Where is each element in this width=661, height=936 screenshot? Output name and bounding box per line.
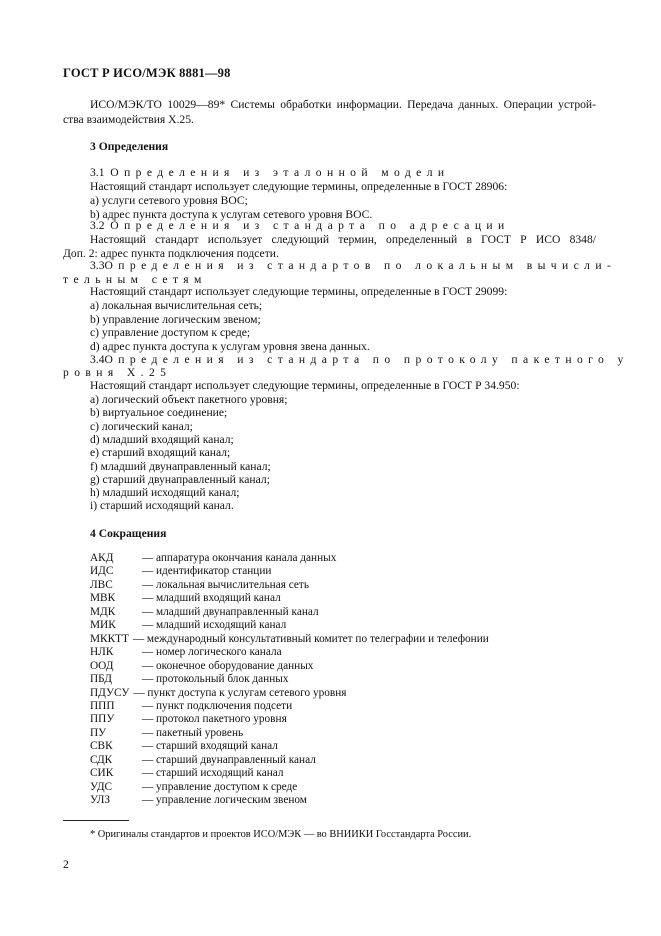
abbreviation-definition: управление доступом к среде [156, 780, 298, 793]
abbreviation-definition: старший двунаправленный канал [156, 753, 316, 766]
table-row [90, 646, 282, 659]
abbreviation-definition: номер логического канала [156, 646, 282, 659]
section-3-4-heading [90, 353, 629, 367]
section-3-2-title: Определения из стандарта по адресации [110, 219, 510, 232]
table-row [90, 660, 313, 673]
abbreviation-dash: — [142, 753, 154, 766]
list-item: b) управление логическим звеном; [90, 313, 261, 326]
abbreviation-dash: — [133, 686, 145, 699]
list-item: d) адрес пункта доступа к услугам уровня звена данных. [90, 340, 370, 353]
document-header: ГОСТ Р ИСО/МЭК 8881—98 [63, 66, 231, 80]
abbreviation-definition: младший двунаправленный канал [156, 605, 319, 618]
abbreviation-dash: — [142, 565, 154, 578]
section-3-2-heading [90, 219, 510, 233]
abbreviation-dash: — [142, 592, 154, 605]
section-3-2-number: 3.2 [90, 219, 105, 232]
abbreviation-definition: протокольный блок данных [156, 673, 289, 686]
section-3-1-text: Настоящий стандарт использует следующие термины, определенные в ГОСТ 28906: [90, 180, 508, 193]
abbreviation-dash: — [142, 726, 154, 739]
abbreviation-term: МИК [90, 619, 116, 632]
footnote: * Оригиналы стандартов и проектов ИСО/МЭК — во ВНИИКИ Госстандарта России. [90, 829, 472, 840]
abbreviation-definition: старший входящий канал [156, 740, 278, 753]
abbreviation-term: УДС [90, 780, 113, 793]
list-item: i) старший исходящий канал. [90, 499, 234, 512]
abbreviation-term: ППП [90, 699, 115, 712]
table-row [90, 713, 287, 726]
section-3-title: 3 Определения [90, 140, 169, 153]
intro-line-1: ИСО/МЭК/ТО 10029—89* Системы обработки информации. Передача данных. Операции устрой- [90, 98, 596, 111]
abbreviation-dash: — [132, 632, 145, 645]
list-item: a) логический объект пакетного уровня; [90, 393, 288, 406]
list-item: e) старший входящий канал; [90, 446, 231, 459]
abbreviation-definition: старший исходящий канал [156, 767, 284, 780]
abbreviation-definition: управление логическим звеном [156, 794, 307, 807]
list-item: b) адрес пункта доступа к услугам сетевого уровня ВОС. [90, 208, 373, 221]
list-item: a) услуги сетевого уровня ВОС; [90, 194, 248, 207]
abbreviation-dash: — [142, 780, 154, 793]
abbreviation-dash: — [142, 713, 154, 726]
table-row [90, 727, 243, 740]
abbreviation-term: ООД [90, 659, 114, 672]
abbreviation-dash: — [142, 659, 154, 672]
abbreviation-term: СВК [90, 740, 113, 753]
list-item: c) управление доступом к среде; [90, 326, 251, 339]
table-row [90, 565, 271, 578]
section-4-title: 4 Сокращения [90, 527, 167, 540]
abbreviation-definition: аппаратура окончания канала данных [156, 552, 337, 564]
abbreviation-dash: — [142, 673, 154, 686]
abbreviation-dash: — [142, 578, 154, 591]
abbreviation-definition: протокол пакетного уровня [156, 713, 287, 726]
table-row [90, 754, 316, 767]
abbreviation-dash: — [142, 699, 154, 712]
section-3-1-title: Определения из эталонной модели [110, 166, 450, 179]
table-row [90, 794, 307, 807]
abbreviation-dash: — [142, 552, 154, 564]
abbreviation-definition: локальная вычислительная сеть [156, 578, 310, 591]
table-row [90, 687, 347, 700]
abbreviation-dash: — [142, 794, 154, 807]
abbreviation-definition: младший входящий канал [156, 592, 281, 605]
list-item: c) логический канал; [90, 420, 193, 433]
list-item: g) старший двунаправленный канал; [90, 473, 270, 486]
section-3-4-number: 3.4 [90, 353, 105, 366]
abbreviation-term: АКД [90, 552, 114, 564]
abbreviation-dash: — [142, 740, 154, 753]
abbreviation-term: НЛК [90, 646, 114, 659]
abbreviation-term: ЛВС [90, 578, 113, 591]
section-3-3-text: Настоящий стандарт использует следующие термины, определенные в ГОСТ 29099: [90, 285, 508, 298]
list-item: b) виртуальное соединение; [90, 406, 228, 419]
list-item: f) младший двунаправленный канал; [90, 460, 271, 473]
table-row [90, 740, 278, 753]
table-row [90, 552, 336, 565]
abbreviation-dash: — [142, 646, 154, 659]
section-3-4-title-2-text: ровня X.25 [63, 366, 172, 379]
section-3-3-number: 3.3 [90, 259, 105, 272]
section-3-2-text-1: Настоящий стандарт использует следующий термин, определенный в ГОСТ Р ИСО 8348/ [90, 233, 596, 246]
abbreviation-term: ПБД [90, 673, 112, 686]
abbreviation-dash: — [142, 767, 154, 780]
abbreviation-definition: оконечное оборудование данных [156, 659, 314, 672]
table-row [90, 633, 489, 646]
intro-line-2: ства взаимодействия X.25. [63, 113, 194, 126]
abbreviation-term: ППУ [90, 713, 115, 726]
abbreviation-definition: идентификатор станции [156, 565, 272, 578]
section-3-3-heading [90, 259, 617, 273]
abbreviation-definition: международный консультативный комитет по телеграфии и телефонии [146, 632, 489, 645]
table-row [90, 700, 292, 713]
section-3-1-number: 3.1 [90, 166, 105, 179]
abbreviation-term: МДК [90, 605, 116, 618]
footnote-divider [63, 820, 129, 821]
page-number: 2 [63, 858, 69, 871]
abbreviation-definition: пакетный уровень [156, 726, 244, 739]
section-3-3-title-2: тельным сетям [63, 273, 207, 286]
abbreviation-term: ИДС [90, 565, 114, 578]
abbreviation-term: УЛЗ [90, 794, 111, 807]
section-3-3-title-1: Определения из стандартов по локальным вычисли- [104, 259, 617, 272]
table-row [90, 619, 286, 632]
list-item: h) младший исходящий канал; [90, 486, 240, 499]
abbreviation-term: МВК [90, 592, 116, 605]
table-row [90, 781, 297, 794]
abbreviation-definition: младший исходящий канал [156, 619, 287, 632]
section-3-4-text: Настоящий стандарт использует следующие термины, определенные в ГОСТ Р 34.950: [90, 379, 520, 392]
abbreviation-term: МККТТ [90, 632, 129, 645]
table-row [90, 606, 319, 619]
abbreviation-dash: — [142, 605, 154, 618]
section-3-4-title-2 [63, 366, 171, 380]
section-3-2-text-2: Доп. 2: адрес пункта подключения подсети. [63, 247, 279, 260]
section-3-1-heading [90, 166, 450, 180]
table-row [90, 673, 289, 686]
abbreviation-term: СИК [90, 767, 114, 780]
abbreviation-dash: — [142, 619, 154, 632]
table-row [90, 579, 309, 592]
abbreviation-definition: пункт подключения подсети [156, 699, 293, 712]
table-row [90, 592, 281, 605]
abbreviation-term: ПУ [90, 726, 107, 739]
abbreviation-term: ПДУСУ [90, 686, 130, 699]
table-row [90, 767, 284, 780]
section-3-4-title-1: Определения из стандарта по протоколу пакетного у [104, 353, 629, 366]
list-item: a) локальная вычислительная сеть; [90, 299, 263, 312]
abbreviation-term: СДК [90, 753, 113, 766]
abbreviation-definition: пункт доступа к услугам сетевого уровня [147, 686, 347, 699]
list-item: d) младший входящий канал; [90, 433, 234, 446]
